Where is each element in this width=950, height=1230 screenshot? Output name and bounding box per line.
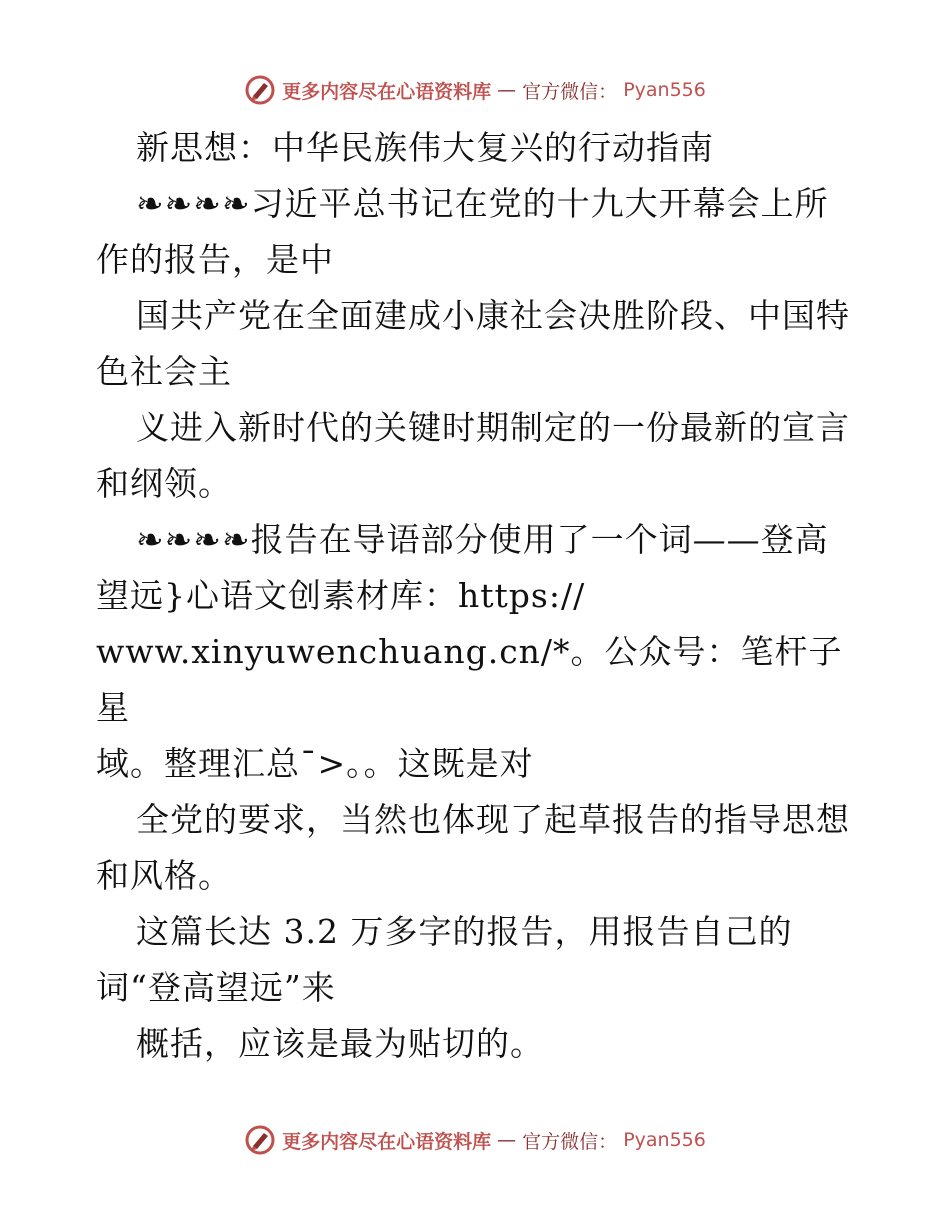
document-body — [96, 120, 856, 1072]
banner-dash: — — [497, 1129, 517, 1151]
paragraph-4-text: 报告在导语部分使用了一个词——登高望远}心语文创素材库：https:// — [96, 520, 829, 615]
paragraph-3: 义进入新时代的关键时期制定的一份最新的宣言和纲领。 — [96, 408, 850, 503]
banner-wechat-id: Pyan556 — [623, 79, 706, 101]
banner-main-text: 更多内容尽在心语资料库 — [282, 1130, 492, 1153]
paragraph-7: 概括，应该是最为贴切的。 — [136, 1024, 544, 1063]
ornament-icon: ❧❧❧❧ — [136, 520, 251, 559]
banner-dash: — — [497, 79, 517, 101]
banner-wechat-label: 官方微信： — [522, 1130, 618, 1153]
paragraph-5: 全党的要求，当然也体现了起草报告的指导思想和风格。 — [96, 800, 850, 895]
paragraph-4-line-2: www.xinyuwenchuang.cn/*。公众号：笔杆子星 — [96, 632, 843, 727]
banner-wechat-id: Pyan556 — [623, 1129, 706, 1151]
paragraph-2: 国共产党在全面建成小康社会决胜阶段、中国特色社会主 — [96, 296, 850, 391]
paragraph-6: 这篇长达 3.2 万多字的报告，用报告自己的词“登高望远”来 — [96, 912, 793, 1007]
document-title: 新思想：中华民族伟大复兴的行动指南 — [136, 128, 714, 167]
footer-banner — [0, 1120, 950, 1160]
banner-main-text: 更多内容尽在心语资料库 — [282, 80, 492, 103]
paragraph-1 — [96, 176, 856, 288]
pen-logo-icon — [244, 74, 276, 106]
ornament-icon: ❧❧❧❧ — [136, 184, 251, 223]
paragraph-4-line-3: 域。整理汇总¯>。。这既是对 — [96, 744, 534, 783]
pen-logo-icon — [244, 1124, 276, 1156]
paragraph-4 — [96, 512, 856, 624]
header-banner — [0, 70, 950, 110]
banner-wechat-label: 官方微信： — [522, 80, 618, 103]
paragraph-1-text: 习近平总书记在党的十九大开幕会上所作的报告，是中 — [96, 184, 829, 279]
